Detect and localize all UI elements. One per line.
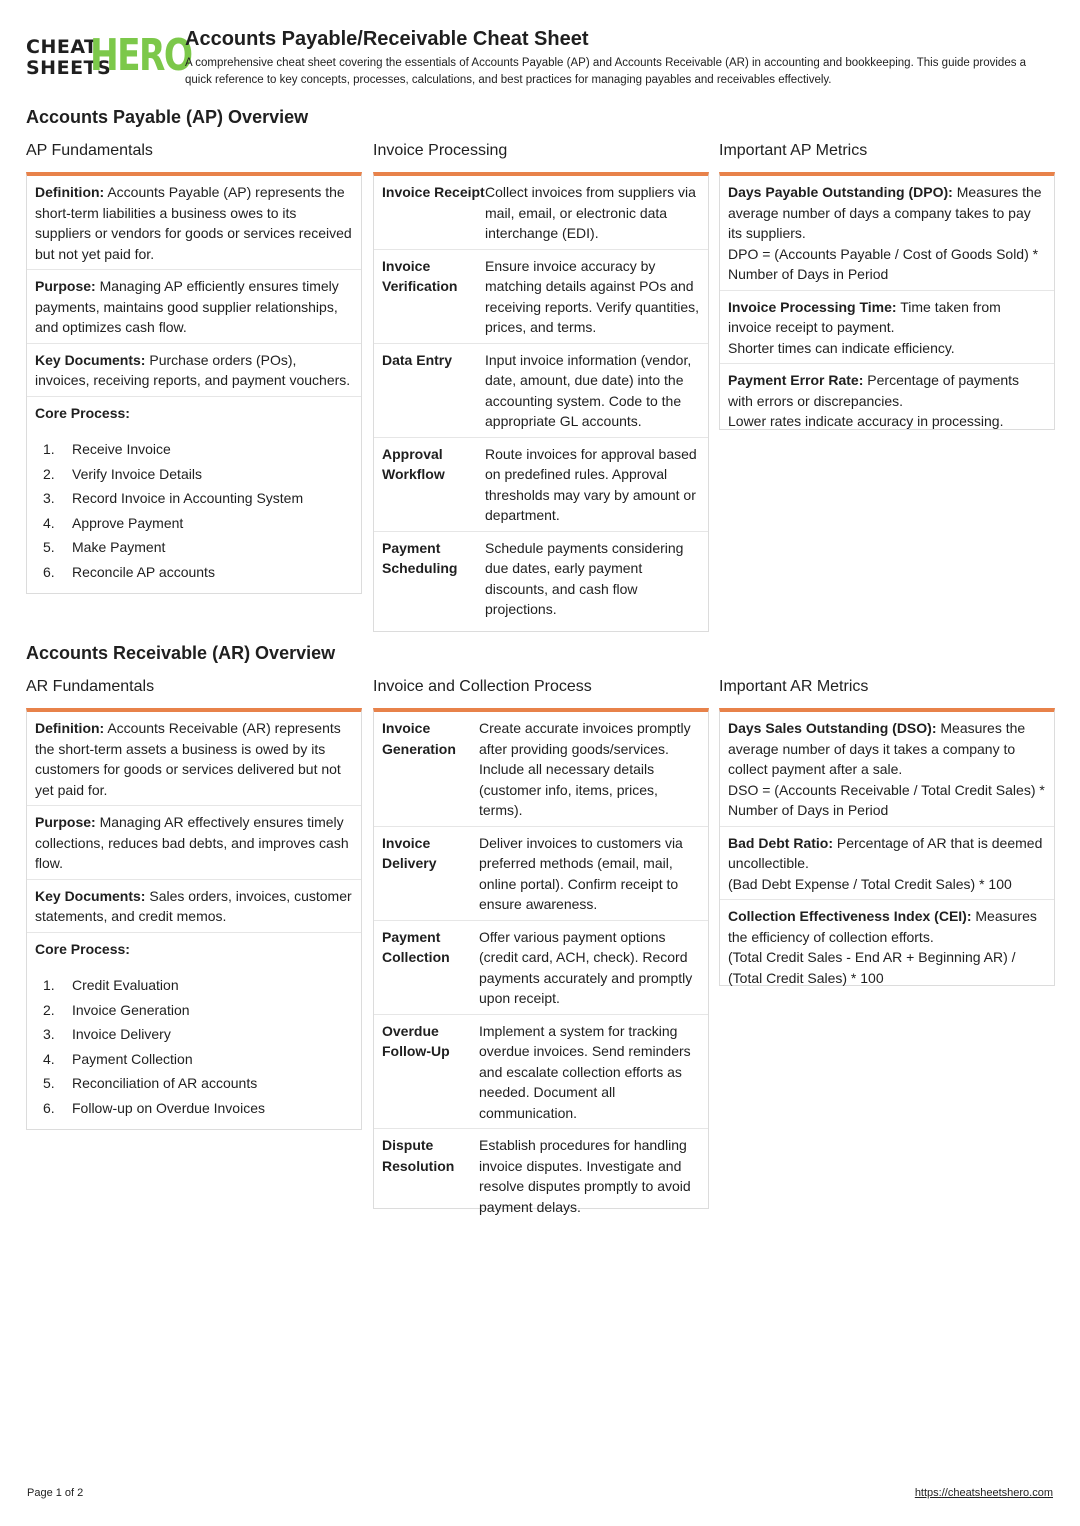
ar-documents [27, 880, 361, 933]
table-row [374, 827, 708, 921]
ap-core-process-label: Core Process: [35, 404, 130, 421]
ar-documents-text: Sales orders, invoices, customer statements, and credit memos. [35, 887, 352, 924]
row-key: Invoice Receipt [382, 184, 485, 200]
row-value: Ensure invoice accuracy by matching details against POs and receiving reports. Verify quantities, prices, and terms. [485, 257, 699, 335]
row-key: Invoice Generation [382, 720, 456, 757]
metric-text: Measures the efficiency of collection efforts. [728, 908, 1037, 945]
logo-text-cheat: CHEAT [26, 36, 98, 58]
ar-metrics-card [719, 708, 1055, 986]
ar-core-process [27, 933, 361, 1126]
ap-documents [27, 344, 361, 397]
ap-definition-text: Accounts Payable (AP) represents the short-term liabilities a business owes to its suppliers or vendors for goods or services received but not yet paid for. [35, 184, 352, 262]
row-key: Payment Collection [382, 928, 450, 965]
ap-core-process [27, 397, 361, 590]
invoice-processing-card [373, 172, 709, 632]
list-item: 6. Reconcile AP accounts [43, 563, 215, 580]
table-row [374, 176, 708, 250]
ar-definition-text: Accounts Receivable (AR) represents the short-term assets a business is owed by its customers for goods or services delivered but not yet paid for. [35, 720, 341, 798]
row-value: Create accurate invoices promptly after providing goods/services. Include all necessary details (customer info, items, prices, terms). [479, 720, 691, 818]
metric-label: Collection Effectiveness Index (CEI): [728, 908, 972, 924]
metric-dso [720, 712, 1054, 827]
cheatsheetshero-logo[interactable] [26, 30, 192, 81]
metric-label: Payment Error Rate: [728, 372, 864, 388]
ar-purpose [27, 806, 361, 880]
list-item: 4. Approve Payment [43, 514, 184, 531]
site-link[interactable]: https://cheatsheetshero.com [914, 1487, 1053, 1499]
list-item: 5. Make Payment [43, 539, 166, 555]
ar-purpose-label: Purpose: [35, 814, 96, 830]
row-value: Input invoice information (vendor, date, amount, due date) into the accounting system. Code to the appropriate GL accounts. [485, 351, 692, 429]
metric-label: Days Sales Outstanding (DSO): [728, 720, 937, 736]
table-row [374, 921, 708, 1015]
metric-formula: DPO = (Accounts Payable / Cost of Goods Sold) * Number of Days in Period [728, 245, 1039, 282]
ar-definition-label: Definition: [35, 720, 105, 736]
row-value: Establish procedures for handling invoice disputes. Investigate and resolve disputes promptly to avoid payment delays. [479, 1137, 691, 1215]
row-value: Offer various payment options (credit card, ACH, check). Record payments accurately and promptly upon receipt. [479, 928, 693, 1006]
ap-metrics-card [719, 172, 1055, 430]
metric-text: Measures the average number of days a company takes to pay its suppliers. [728, 184, 1042, 241]
row-value: Collect invoices from suppliers via mail, email, or electronic data interchange (EDI). [485, 184, 696, 241]
list-item: 2. Verify Invoice Details [43, 465, 202, 482]
ar-fundamentals-card [26, 708, 362, 1130]
ap-metrics-title: Important AP Metrics [719, 142, 868, 159]
table-row [374, 532, 708, 625]
ap-documents-text: Purchase orders (POs), invoices, receiving reports, and payment vouchers. [35, 351, 351, 388]
row-value: Deliver invoices to customers via preferred methods (email, mail, online portal). Confirm receipt to ensure awareness. [479, 834, 683, 912]
metric-note: Lower rates indicate accuracy in processing. [728, 413, 1004, 429]
ar-documents-label: Key Documents: [35, 887, 146, 904]
ar-core-process-label: Core Process: [35, 940, 130, 957]
table-row [374, 1129, 708, 1222]
collection-process-card [373, 708, 709, 1215]
table-row [374, 250, 708, 344]
collection-process-title: Invoice and Collection Process [373, 678, 592, 695]
page-subtitle: A comprehensive cheat sheet covering the essentials of Accounts Payable (AP) and Accounts Receivable (AR) in accounting and bookkeeping. This guide provides a quick reference to key concepts, processes, calculations, and best practices for managing payables and receivables effectively. [185, 57, 1027, 86]
logo-text-sheets: SHEETS [26, 57, 112, 79]
list-item: 5. Reconciliation of AR accounts [43, 1075, 258, 1091]
row-key: Invoice Delivery [382, 834, 437, 871]
ar-purpose-text: Managing AR effectively ensures timely collections, reduces bad debts, and improves cash flow. [35, 814, 349, 871]
ar-definition [27, 712, 361, 806]
metric-formula: (Total Credit Sales - End AR + Beginning AR) / (Total Credit Sales) * 100 [728, 949, 1016, 986]
row-value: Implement a system for tracking overdue invoices. Send reminders and escalate collection efforts as needed. Document all communication. [479, 1022, 691, 1121]
ap-purpose [27, 270, 361, 344]
ap-definition [27, 176, 361, 270]
logo-text-hero: HERO [90, 30, 192, 81]
metric-label: Invoice Processing Time: [728, 298, 897, 315]
ar-fundamentals-title: AR Fundamentals [26, 678, 155, 695]
row-key: Payment Scheduling [382, 539, 458, 576]
metric-formula: DSO = (Accounts Receivable / Total Credit Sales) * Number of Days in Period [728, 781, 1045, 818]
ap-process-list [35, 423, 353, 584]
ar-process-list [35, 959, 353, 1120]
ap-purpose-text: Managing AP efficiently ensures timely payments, maintains good supplier relationships, and optimizes cash flow. [35, 278, 339, 335]
metric-text: Percentage of AR that is deemed uncollectible. [728, 834, 1043, 871]
metric-label: Days Payable Outstanding (DPO): [728, 184, 953, 200]
row-key: Approval Workflow [382, 445, 445, 482]
invoice-processing-title: Invoice Processing [373, 142, 508, 159]
metric-note: Shorter times can indicate efficiency. [728, 339, 955, 356]
metric-dpo [720, 176, 1054, 291]
list-item: 1. Credit Evaluation [43, 977, 179, 993]
metric-text: Time taken from invoice receipt to payment. [728, 298, 1001, 335]
list-item: 4. Payment Collection [43, 1050, 193, 1067]
metric-label: Bad Debt Ratio: [728, 834, 833, 851]
list-item: 3. Invoice Delivery [43, 1026, 171, 1042]
row-value: Route invoices for approval based on predefined rules. Approval thresholds may vary by amount or department. [485, 445, 697, 523]
list-item: 3. Record Invoice in Accounting System [43, 490, 304, 506]
row-key: Overdue Follow-Up [382, 1022, 450, 1059]
metric-processing-time [720, 291, 1054, 365]
metric-text: Percentage of payments with errors or discrepancies. [728, 372, 1020, 409]
metric-cei [720, 900, 1054, 993]
row-key: Data Entry [382, 351, 453, 368]
list-item: 1. Receive Invoice [43, 441, 171, 457]
table-row [374, 712, 708, 827]
metric-bad-debt [720, 827, 1054, 901]
page-title: Accounts Payable/Receivable Cheat Sheet [185, 28, 589, 50]
table-row [374, 1015, 708, 1130]
list-item: 6. Follow-up on Overdue Invoices [43, 1099, 265, 1116]
page-number: Page 1 of 2 [27, 1487, 84, 1499]
row-value: Schedule payments considering due dates, early payment discounts, and cash flow projections. [485, 539, 684, 617]
page-header [26, 28, 1056, 92]
ap-documents-label: Key Documents: [35, 351, 146, 368]
metric-formula: (Bad Debt Expense / Total Credit Sales) * 100 [728, 875, 1012, 892]
ap-fundamentals-card [26, 172, 362, 594]
ap-fundamentals-title: AP Fundamentals [26, 142, 153, 159]
table-row [374, 438, 708, 532]
ap-section-title: Accounts Payable (AP) Overview [26, 107, 309, 127]
list-item: 2. Invoice Generation [43, 1001, 190, 1018]
table-row [374, 344, 708, 438]
ar-section-title: Accounts Receivable (AR) Overview [26, 643, 336, 663]
metric-text: Measures the average number of days it takes a company to collect payment after a sale. [728, 720, 1026, 777]
row-key: Dispute Resolution [382, 1137, 455, 1174]
row-key: Invoice Verification [382, 257, 458, 294]
ap-purpose-label: Purpose: [35, 278, 96, 294]
metric-error-rate [720, 364, 1054, 437]
ap-definition-label: Definition: [35, 184, 105, 200]
ar-metrics-title: Important AR Metrics [719, 678, 869, 695]
